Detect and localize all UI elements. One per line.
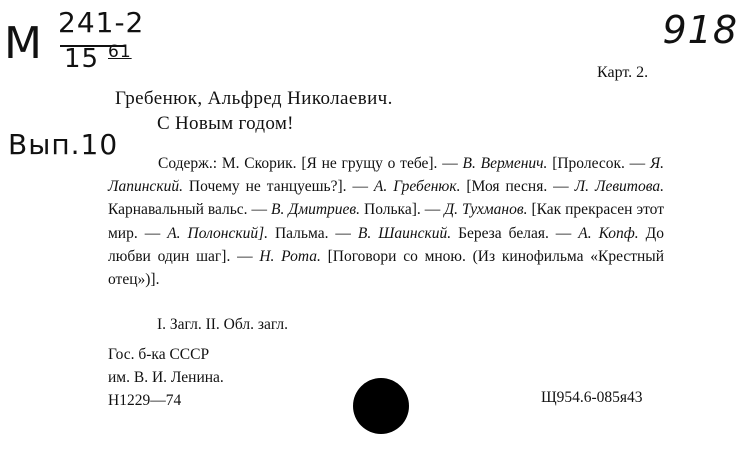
contents-text: Полька]. — — [360, 201, 445, 219]
library-name-continued: им. В. И. Ленина. — [108, 369, 224, 386]
handwritten-call-number-sub: 61 — [108, 42, 132, 62]
contents-paragraph — [108, 152, 664, 291]
handwritten-call-number-top: 241-2 — [58, 6, 145, 39]
contents-text: Почему не танцуешь?]. — — [182, 178, 374, 196]
contents-text: Содерж.: М. Скорик. [Я не грущу о тебе]. — — [158, 155, 463, 172]
contents-author-name: А. Гребенюк. — [373, 178, 461, 196]
contents-text: Карнавальный вальс. — — [108, 201, 272, 219]
library-stamp — [108, 343, 224, 412]
handwritten-mark-m: M — [4, 18, 43, 69]
contents-author-name: А. Копф. — [578, 224, 639, 242]
contents-author-name: А. Полонский]. — [167, 224, 268, 242]
contents-author-name: В. Дмитриев. — [271, 201, 361, 219]
punch-hole — [353, 378, 409, 434]
contents-text: [Моя песня. — — [460, 178, 575, 196]
contents-author-name: Н. Рота. — [259, 247, 321, 265]
contents-author-name: Л. Левитова. — [574, 178, 664, 196]
author-heading: Гребенюк, Альфред Николаевич. — [115, 88, 393, 109]
contents-text: Пальма. — — [268, 224, 358, 242]
contents-author-name: Д. Тухманов. — [444, 201, 528, 219]
contents-text: До любви один шаг]. — — [108, 224, 664, 265]
card-label: Карт. 2. — [597, 64, 649, 81]
handwritten-call-number-bottom: 15 — [64, 44, 100, 74]
indexing-entries: I. Загл. II. Обл. загл. — [157, 316, 289, 333]
library-name: Гос. б-ка СССР — [108, 346, 210, 363]
work-title: С Новым годом! — [157, 113, 294, 134]
contents-text: [Как прекрасен этот мир. — — [108, 201, 664, 242]
contents-text: Береза белая. — — [451, 224, 579, 242]
contents-author-name: Я. Лапинский. — [108, 155, 664, 196]
contents-author-name: В. Верменич. — [462, 155, 548, 172]
contents-author-name: В. Шаинский. — [357, 224, 452, 242]
handwritten-issue-number: Вып.10 — [8, 128, 119, 161]
contents-note — [108, 152, 664, 291]
classification-cipher: Щ954.6-085я43 — [541, 389, 643, 406]
handwritten-corner-number: 918 — [662, 8, 738, 52]
contents-text: [Поговори со мною. (Из кинофильма «Крестный отец»)]. — [108, 247, 665, 289]
card-order-number: Н1229—74 — [108, 392, 182, 409]
contents-text: [Пролесок. — — [547, 155, 650, 172]
